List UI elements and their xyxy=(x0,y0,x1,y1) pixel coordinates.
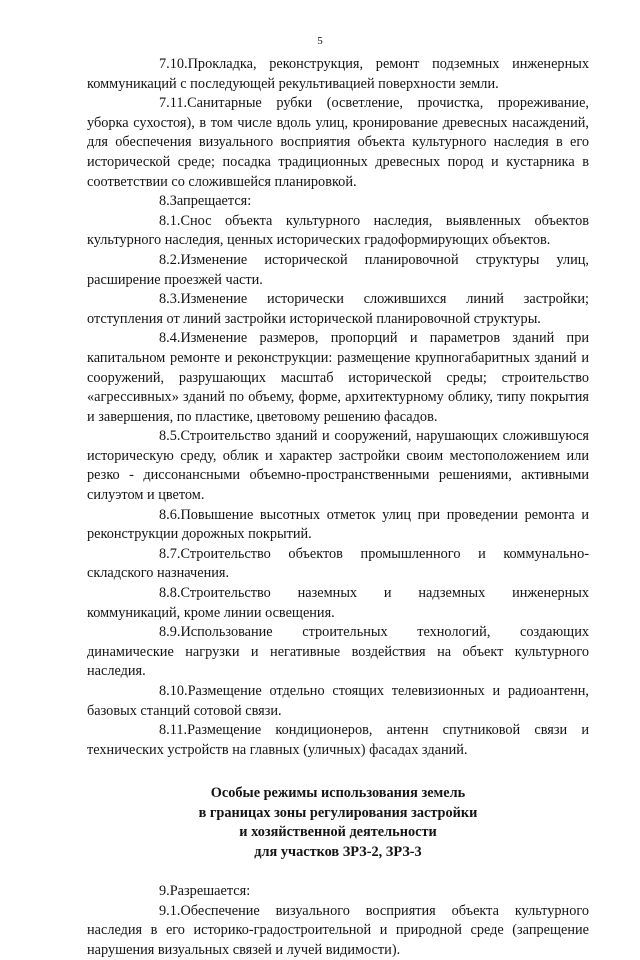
clause-number: 8.5. xyxy=(159,428,181,445)
clause-number: 8.11. xyxy=(159,722,188,739)
clause-number: 8.7. xyxy=(159,545,181,562)
clause-text: Строительство объектов промышленного и коммунально-складского назначения. xyxy=(87,545,589,582)
clause-text: Изменение размеров, пропорций и параметров зданий при капитальном ремонте и реконструкции: размещение крупногабаритных зданий и сооружений, разрушающих масштаб исторической среды; строительство «агрессивных» зданий по объему, форме, архитектурному облику, типу покрытия и завершения, по пластике, цветовому решению фасадов. xyxy=(87,330,589,425)
page-number: 5 xyxy=(317,35,323,47)
clause-text: Использование строительных технологий, создающих динамические нагрузки и негативные воздействия на объект культурного наследия. xyxy=(87,624,589,680)
clause-paragraph xyxy=(87,192,589,212)
clause-number: 9. xyxy=(159,883,170,899)
clause-text: Снос объекта культурного наследия, выявленных объектов культурного наследия, ценных исторических градоформирующих объектов. xyxy=(87,212,589,249)
heading-line: и хозяйственной деятельности xyxy=(239,824,437,841)
clause-number: 8.1. xyxy=(159,212,181,229)
clause-number: 8.4. xyxy=(159,330,181,347)
clause-text: Разрешается: xyxy=(169,883,251,899)
clause-number: 8.3. xyxy=(159,291,181,308)
clause-paragraph xyxy=(87,882,589,902)
clause-paragraph xyxy=(87,584,589,623)
clause-number: 8.8. xyxy=(159,585,181,602)
section-heading xyxy=(87,784,589,862)
clause-paragraph xyxy=(87,902,589,960)
heading-line: для участков ЗРЗ-2, ЗРЗ-3 xyxy=(254,843,422,860)
clause-text: Санитарные рубки (осветление, прочистка, прореживание, уборка сухостоя), в том числе вдоль улиц, кронирование древесных насаждений, для обеспечения визуального восприятия объекта культурного наследия в его исторической среде; посадка традиционных древесных пород и кустарника в соответствии со сложившейся планировкой. xyxy=(87,95,589,190)
clause-number: 7.11. xyxy=(159,95,188,112)
clause-number: 8.6. xyxy=(159,506,181,523)
clause-paragraph xyxy=(87,251,589,290)
clause-text: Изменение исторически сложившихся линий застройки; отступления от линий застройки исторической планировочной структуры. xyxy=(87,291,589,327)
heading-line: в границах зоны регулирования застройки xyxy=(198,804,478,821)
clause-number: 8.10. xyxy=(159,683,188,699)
clause-text: Изменение исторической планировочной структуры улиц, расширение проезжей части. xyxy=(87,251,589,288)
clause-number: 8.2. xyxy=(159,251,181,268)
clause-paragraph xyxy=(87,290,589,329)
clause-text: Строительство зданий и сооружений, нарушающих сложившуюся историческую среду, облик и характер застройки своим местоположением или резко - диссонансными объемно-пространственными решениями, активными силуэтом и цветом. xyxy=(87,428,589,504)
clause-paragraph xyxy=(87,212,589,251)
clause-paragraph xyxy=(87,721,589,760)
clause-paragraph xyxy=(87,94,589,192)
clause-paragraph xyxy=(87,682,589,721)
document-body xyxy=(87,55,589,960)
clause-text: Запрещается: xyxy=(169,193,252,210)
paragraphs-after-heading xyxy=(87,882,589,960)
clause-paragraph xyxy=(87,506,589,545)
clause-number: 7.10. xyxy=(159,56,188,72)
clause-number: 8. xyxy=(159,193,170,210)
clause-number: 8.9. xyxy=(159,624,181,641)
clause-text: Размещение кондиционеров, антенн спутниковой связи и технических устройств на главных (уличных) фасадах зданий. xyxy=(87,722,589,758)
clause-text: Прокладка, реконструкция, ремонт подземных инженерных коммуникаций с последующей рекультивацией поверхности земли. xyxy=(87,56,589,92)
heading-line: Особые режимы использования земель xyxy=(210,785,466,802)
clause-paragraph xyxy=(87,427,589,505)
clause-paragraph xyxy=(87,55,589,94)
clause-paragraph xyxy=(87,545,589,584)
clause-paragraph xyxy=(87,623,589,682)
clause-text: Обеспечение визуального восприятия объекта культурного наследия в его историко-градостроительной и природной среде (запрещение нарушения визуальных связей и лучей видимости). xyxy=(87,902,589,958)
clause-text: Размещение отдельно стоящих телевизионных и радиоантенн, базовых станций сотовой связи. xyxy=(87,683,589,719)
paragraphs-before-heading xyxy=(87,55,589,760)
clause-text: Повышение высотных отметок улиц при проведении ремонта и реконструкции дорожных покрытий. xyxy=(87,506,589,543)
clause-text: Строительство наземных и надземных инженерных коммуникаций, кроме линии освещения. xyxy=(87,585,589,621)
clause-number: 9.1. xyxy=(159,902,181,919)
clause-paragraph xyxy=(87,329,589,427)
